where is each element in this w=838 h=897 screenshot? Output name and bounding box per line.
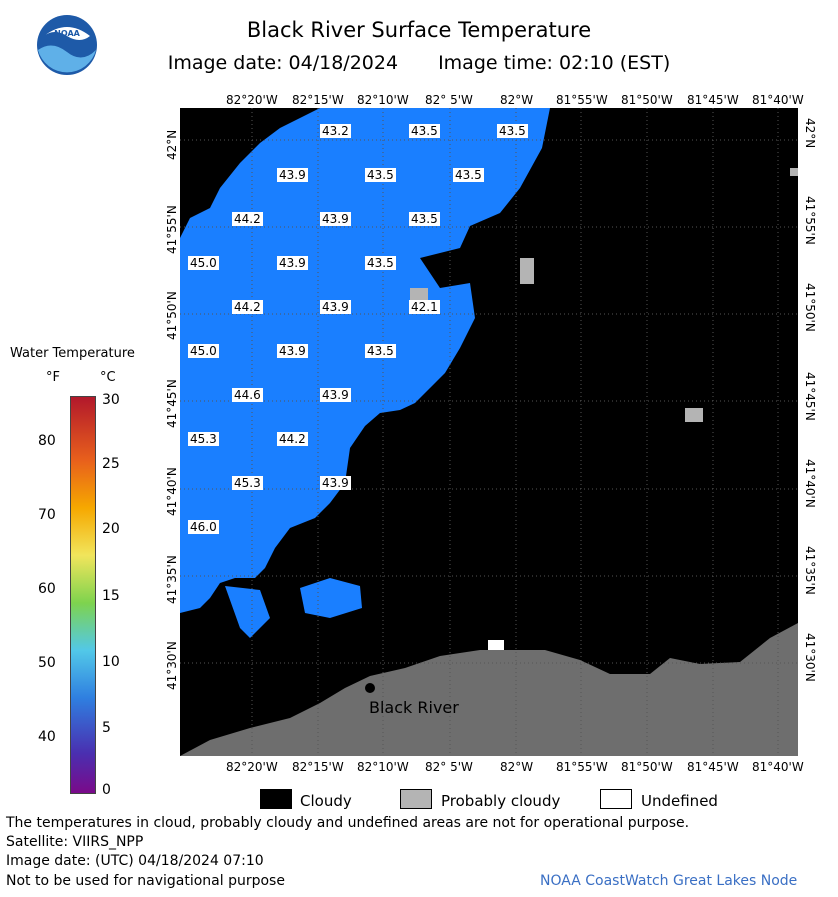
image-date: Image date: 04/18/2024 [167,52,399,74]
image-subtitle [0,52,838,74]
temperature-label: 43.5 [367,344,394,358]
temperature-label: 45.3 [190,432,217,446]
temperature-label: 43.5 [367,256,394,270]
lon-label-top: 82°15'W [292,93,344,107]
lon-label-bottom: 81°40'W [752,760,804,774]
fahrenheit-tick: 70 [38,507,56,523]
lat-label-right: 41°50'N [803,283,817,332]
fahrenheit-tick: 80 [38,433,56,449]
probably-cloudy-patch [520,258,534,284]
temperature-label: 43.5 [499,124,526,138]
temperature-label: 42.1 [411,300,438,314]
temperature-label: 43.9 [322,212,349,226]
lon-label-top: 82°20'W [226,93,278,107]
lon-label-top: 81°40'W [752,93,804,107]
lon-label-top: 82°W [500,93,534,107]
temperature-map [180,108,798,756]
lat-label-right: 41°35'N [803,546,817,595]
celsius-tick: 30 [102,392,120,408]
lat-label-left: 41°50'N [165,291,179,340]
lon-label-bottom: 82°W [500,760,534,774]
lon-label-bottom: 81°55'W [556,760,608,774]
key-undefined-swatch [600,789,632,809]
temperature-label: 44.6 [234,388,261,402]
key-probably-cloudy-swatch [400,789,432,809]
temperature-label: 43.9 [279,256,306,270]
noaa-logo-text: NOAA [54,29,80,38]
lat-label-left: 42°N [165,129,179,160]
temperature-label: 44.2 [234,300,261,314]
lat-label-right: 41°30'N [803,633,817,682]
temperature-label: 43.9 [279,168,306,182]
celsius-tick: 15 [102,588,120,604]
celsius-tick: 0 [102,782,111,798]
fahrenheit-tick: 40 [38,729,56,745]
temperature-label: 45.0 [190,256,217,270]
temperature-label: 43.9 [322,300,349,314]
key-probably-cloudy-label: Probably cloudy [441,792,561,810]
unit-fahrenheit: °F [46,370,60,385]
lat-label-left: 41°40'N [165,467,179,516]
footer-satellite: Satellite: VIIRS_NPP [6,834,144,850]
temperature-label: 43.5 [367,168,394,182]
footer-navigation-note: Not to be used for navigational purpose [6,873,285,889]
image-time: Image time: 02:10 (EST) [438,52,671,74]
lon-label-top: 81°55'W [556,93,608,107]
probably-cloudy-patch [790,168,798,176]
temperature-label: 45.3 [234,476,261,490]
black-river-label: Black River [369,698,459,717]
temperature-label: 43.9 [279,344,306,358]
legend-title: Water Temperature [10,346,135,361]
undefined-patch [488,640,504,650]
lon-label-top: 81°45'W [687,93,739,107]
fahrenheit-tick: 60 [38,581,56,597]
temperature-label: 45.0 [190,344,217,358]
temperature-label: 43.5 [455,168,482,182]
temperature-label: 43.5 [411,212,438,226]
map-panel [180,108,798,756]
lon-label-bottom: 82°10'W [357,760,409,774]
lat-label-right: 41°45'N [803,372,817,421]
probably-cloudy-patch [685,408,703,422]
temperature-label: 43.9 [322,388,349,402]
footer-credit: NOAA CoastWatch Great Lakes Node [540,873,798,889]
lon-label-bottom: 82° 5'W [425,760,473,774]
fahrenheit-tick: 50 [38,655,56,671]
lat-label-left: 41°45'N [165,379,179,428]
lon-label-top: 82° 5'W [425,93,473,107]
lat-label-left: 41°30'N [165,641,179,690]
lat-label-right: 41°55'N [803,196,817,245]
lat-label-right: 42°N [803,118,817,149]
celsius-tick: 20 [102,521,120,537]
page-title: Black River Surface Temperature [246,18,592,42]
unit-celsius: °C [100,370,116,385]
lat-label-left: 41°55'N [165,205,179,254]
lon-label-bottom: 82°20'W [226,760,278,774]
lon-label-top: 82°10'W [357,93,409,107]
lat-label-left: 41°35'N [165,555,179,604]
temperature-label: 46.0 [190,520,217,534]
temperature-label: 44.2 [234,212,261,226]
key-cloudy-swatch [260,789,292,809]
lon-label-top: 81°50'W [621,93,673,107]
lon-label-bottom: 81°50'W [621,760,673,774]
temperature-label: 43.2 [322,124,349,138]
lat-label-right: 41°40'N [803,459,817,508]
temperature-label: 44.2 [279,432,306,446]
footer-disclaimer: The temperatures in cloud, probably cloudy and undefined areas are not for operational purpose. [6,815,690,831]
key-undefined-label: Undefined [641,792,718,810]
temperature-label: 43.9 [322,476,349,490]
lon-label-bottom: 81°45'W [687,760,739,774]
celsius-tick: 25 [102,456,120,472]
temperature-label: 43.5 [411,124,438,138]
celsius-tick: 5 [102,720,111,736]
key-cloudy-label: Cloudy [300,792,352,810]
color-scale-bar [70,396,96,794]
footer-utc-date: Image date: (UTC) 04/18/2024 07:10 [6,853,264,869]
black-river-marker [365,683,375,693]
celsius-tick: 10 [102,654,120,670]
lon-label-bottom: 82°15'W [292,760,344,774]
